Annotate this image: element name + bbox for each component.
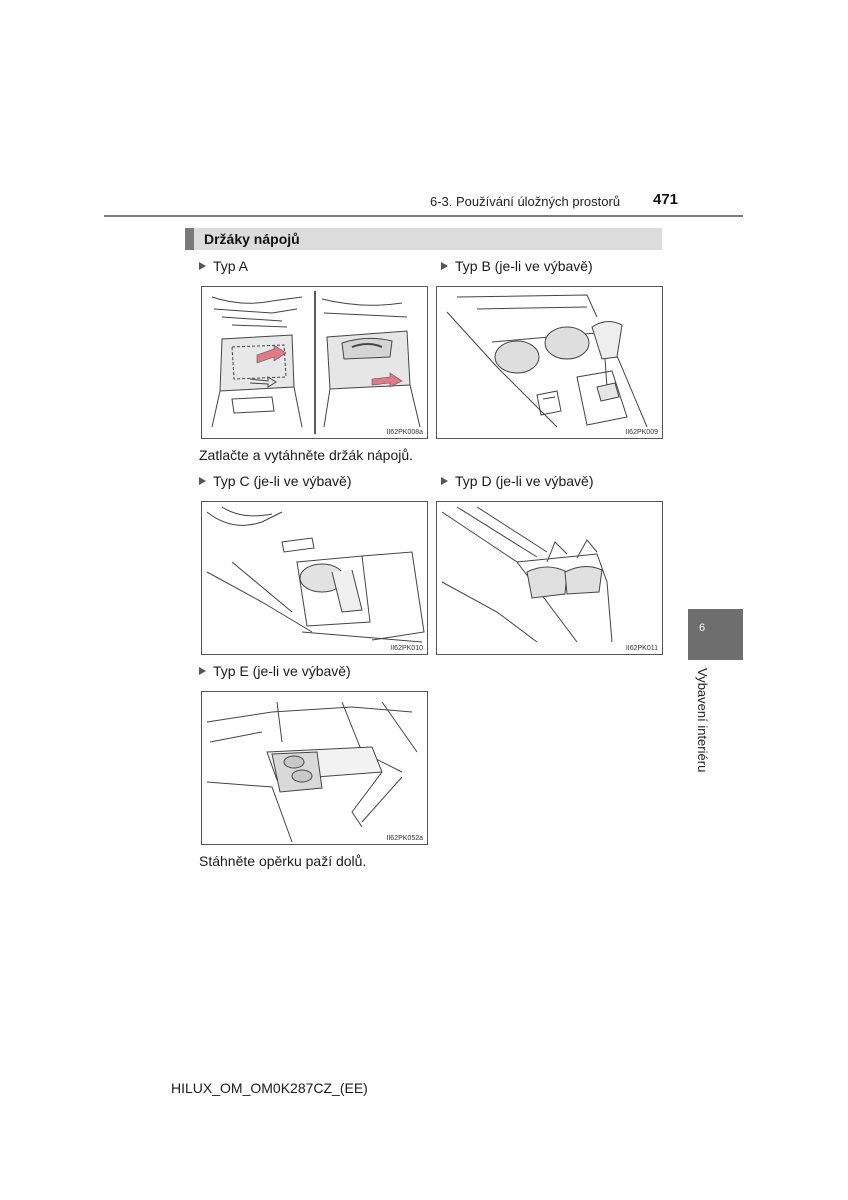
chapter-number: 6 bbox=[699, 622, 706, 634]
type-b-illustration bbox=[437, 287, 662, 438]
triangle-bullet-icon bbox=[441, 262, 448, 270]
type-e-text: Typ E (je-li ve výbavě) bbox=[213, 663, 351, 679]
chapter-tab[interactable] bbox=[688, 609, 743, 660]
figure-code: II62PK011 bbox=[625, 645, 658, 652]
header-section-title: 6-3. Používání úložných prostorů bbox=[430, 194, 621, 209]
type-d-illustration bbox=[437, 502, 662, 654]
triangle-bullet-icon bbox=[441, 477, 448, 485]
figure-code: II62PK008a bbox=[386, 429, 423, 436]
chapter-title: Vybavení interiéru bbox=[695, 668, 710, 773]
triangle-bullet-icon bbox=[199, 667, 206, 675]
figure-type-d bbox=[436, 501, 663, 655]
type-d-text: Typ D (je-li ve výbavě) bbox=[455, 473, 594, 489]
type-b-label bbox=[441, 258, 593, 274]
type-e-illustration bbox=[202, 692, 427, 844]
triangle-bullet-icon bbox=[199, 477, 206, 485]
type-a-illustration bbox=[202, 287, 427, 438]
figure-code: II62PK010 bbox=[390, 645, 423, 652]
figure-type-a bbox=[201, 286, 428, 439]
type-e-label bbox=[199, 663, 351, 679]
figure-type-e bbox=[201, 691, 428, 845]
section-title: Držáky nápojů bbox=[204, 231, 300, 247]
figure-code: II62PK052a bbox=[386, 835, 423, 842]
figure-type-c bbox=[201, 501, 428, 655]
type-c-label bbox=[199, 473, 351, 489]
type-c-text: Typ C (je-li ve výbavě) bbox=[213, 473, 352, 489]
instruction-pull-down: Stáhněte opěrku paží dolů. bbox=[199, 853, 367, 869]
triangle-bullet-icon bbox=[199, 262, 206, 270]
type-a-text: Typ A bbox=[213, 258, 249, 274]
page-number: 471 bbox=[653, 191, 679, 208]
type-c-illustration bbox=[202, 502, 427, 654]
type-b-text: Typ B (je-li ve výbavě) bbox=[455, 258, 593, 274]
instruction-push-pull: Zatlačte a vytáhněte držák nápojů. bbox=[199, 447, 414, 463]
figure-code: II62PK009 bbox=[625, 429, 658, 436]
type-d-label bbox=[441, 473, 593, 489]
header-divider bbox=[104, 215, 743, 217]
footer-document-code: HILUX_OM_OM0K287CZ_(EE) bbox=[171, 1080, 368, 1096]
section-heading-bar bbox=[185, 228, 662, 250]
figure-type-b bbox=[436, 286, 663, 439]
type-a-label bbox=[199, 258, 248, 274]
